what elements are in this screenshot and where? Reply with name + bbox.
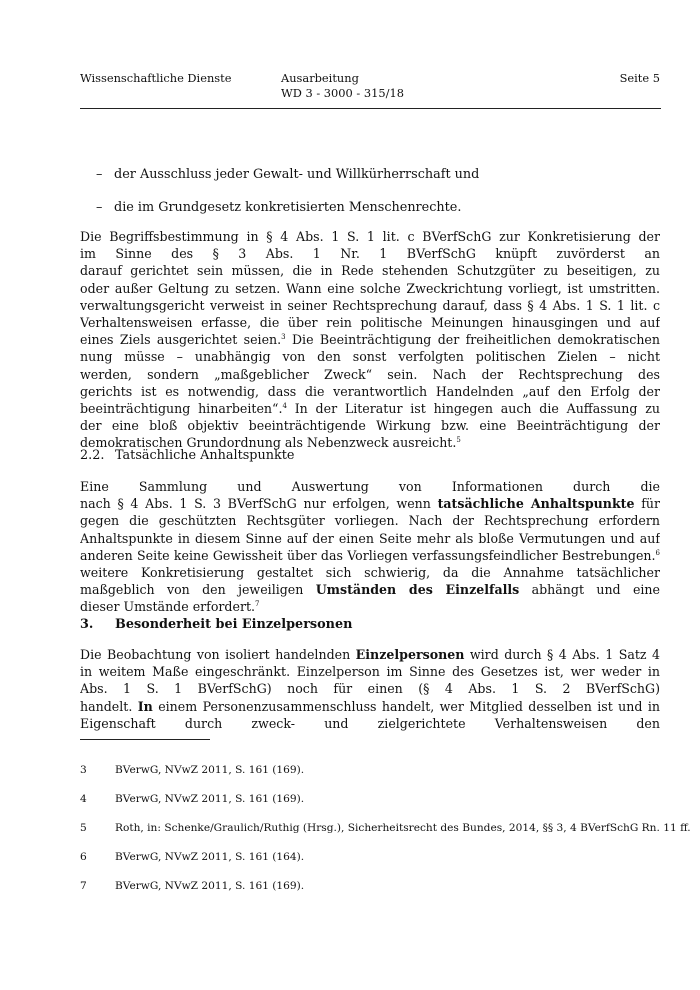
footnote-ref[interactable]: 3 xyxy=(281,333,286,342)
footnote-number: 3 xyxy=(80,764,87,776)
footnote-text: Roth, in: Schenke/Graulich/Ruthig (Hrsg.), Sicherheitsrecht des Bundes, 2014, §§ 3, 4 BVerfSchG Rn. 11 ff. xyxy=(115,822,691,834)
text-line: Abs. 1 S. 1 BVerfSchG) noch für einen (§ 4 Abs. 1 S. 2 BVerfSchG) xyxy=(80,681,660,697)
section-title: Tatsächliche Anhaltspunkte xyxy=(115,448,295,463)
header-doc-info xyxy=(281,71,404,101)
list-item-text: die im Grundgesetz konkretisierten Menschenrechte. xyxy=(114,200,462,215)
page-header xyxy=(80,71,660,111)
footnote-ref[interactable]: 6 xyxy=(655,548,660,557)
header-page-number: Seite 5 xyxy=(619,71,660,85)
emphasis: Umständen des Einzelfalls xyxy=(315,582,520,598)
text-line: verwaltungsgericht verweist in seiner Rechtsprechung darauf, dass § 4 Abs. 1 S. 1 lit. c xyxy=(80,297,660,313)
footnote-text: BVerwG, NVwZ 2011, S. 161 (169). xyxy=(115,880,305,892)
text-line: dieser Umstände erfordert.$^7$ xyxy=(80,599,260,615)
section-title: Besonderheit bei Einzelpersonen xyxy=(115,617,353,632)
text-line: Eigenschaft durch zweck- und zielgerichtete Verhaltensweisen den xyxy=(80,715,660,731)
text-line: Verhaltensweisen erfasse, die über rein politische Meinungen hinausgingen und auf xyxy=(80,314,660,330)
paragraph-definition xyxy=(80,228,660,451)
text-line: gegen die geschützten Rechtsgüter vorliegen. Nach der Rechtsprechung erfordern xyxy=(80,513,660,529)
footnote-text: BVerwG, NVwZ 2011, S. 161 (164). xyxy=(115,851,305,863)
footnote-divider xyxy=(80,739,210,740)
text-line: Anhaltspunkte in diesem Sinne auf der einen Seite mehr als bloße Vermutungen und auf xyxy=(80,530,660,546)
text-line: demokratischen Grundordnung als Nebenzweck ausreicht.$^5$ xyxy=(80,435,461,451)
footnote-number: 5 xyxy=(80,822,87,834)
footnote-number: 4 xyxy=(80,793,87,805)
footnote-ref[interactable]: 4 xyxy=(282,401,287,410)
text-line: Die Beobachtung von isoliert handelnden Einzelpersonen wird durch § 4 Abs. 1 Satz 4 xyxy=(80,647,660,662)
footnote-ref[interactable]: 5 xyxy=(456,436,461,445)
list-dash: – xyxy=(96,200,103,215)
text-line: nung müsse – unabhängig von den sonst verfolgten politischen Zielen – nicht xyxy=(80,349,660,365)
text-line: nach § 4 Abs. 1 S. 3 BVerfSchG nur erfolgen, wenn tatsächliche Anhaltspunkte für xyxy=(80,496,660,512)
text-line: in weitem Maße eingeschränkt. Einzelperson im Sinne des Gesetzes ist, wer weder in xyxy=(80,664,660,680)
text-line: im Sinne des § 3 Abs. 1 Nr. 1 BVerfSchG knüpft zuvörderst an xyxy=(80,246,660,262)
footnote-ref[interactable]: 7 xyxy=(255,600,260,609)
text-line: oder außer Geltung zu setzen. Wann eine solche Zweckrichtung vorliegt, ist umstritten. xyxy=(80,280,660,296)
text-line: werden, sondern „maßgeblicher Zweck“ sein. Nach der Rechtsprechung des xyxy=(80,366,660,382)
text-line: handelt. In einem Personenzusammenschluss handelt, wer Mitglied desselben ist und in xyxy=(80,698,660,714)
paragraph-indications xyxy=(80,478,660,616)
text-line: darauf gerichtet sein müssen, die in Rede stehenden Schutzgüter zu beseitigen, zu xyxy=(80,263,660,279)
text-line: gerichts ist es notwendig, dass die verantwortlich Handelnden „auf den Erfolg der xyxy=(80,383,660,399)
header-org: Wissenschaftliche Dienste xyxy=(80,71,232,85)
footnote-number: 6 xyxy=(80,851,87,863)
section-number: 3. xyxy=(80,617,94,632)
header-doc-type: Ausarbeitung xyxy=(281,71,359,85)
footnote-text: BVerwG, NVwZ 2011, S. 161 (169). xyxy=(115,793,305,805)
text-line: der eine bloß objektiv beeinträchtigende Wirkung bzw. eine Beeinträchtigung der xyxy=(80,418,660,434)
header-divider xyxy=(80,108,661,109)
text-line: maßgeblich von den jeweiligen Umständen des Einzelfalls abhängt und eine xyxy=(80,582,660,598)
footnote-number: 7 xyxy=(80,880,87,892)
emphasis: In xyxy=(137,698,153,714)
section-number: 2.2. xyxy=(80,448,105,463)
list-dash: – xyxy=(96,167,103,182)
text-line: anderen Seite keine Gewissheit über das Vorliegen verfassungsfeindlicher Bestrebungen.$^6$ xyxy=(80,547,660,563)
header-doc-number: WD 3 - 3000 - 315/18 xyxy=(281,86,404,100)
text-line: weitere Konkretisierung gestaltet sich schwierig, da die Annahme tatsächlicher xyxy=(80,564,660,580)
text-line: Eine Sammlung und Auswertung von Informationen durch die xyxy=(80,479,660,494)
text-line: Die Begriffsbestimmung in § 4 Abs. 1 S. 1 lit. c BVerfSchG zur Konkretisierung der xyxy=(80,229,660,244)
paragraph-individuals xyxy=(80,646,660,732)
emphasis: Einzelpersonen xyxy=(355,647,465,662)
footnote-text: BVerwG, NVwZ 2011, S. 161 (169). xyxy=(115,764,305,776)
emphasis: tatsächliche Anhaltspunkte xyxy=(437,496,635,512)
text-line: beeinträchtigung hinarbeiten“.$^4$ In der Literatur ist hingegen auch die Auffassung zu xyxy=(80,400,660,416)
text-line: eines Ziels ausgerichtet seien.$^3$ Die Beeinträchtigung der freiheitlichen demokratischen xyxy=(80,332,660,348)
list-item-text: der Ausschluss jeder Gewalt- und Willkürherrschaft und xyxy=(114,167,480,182)
